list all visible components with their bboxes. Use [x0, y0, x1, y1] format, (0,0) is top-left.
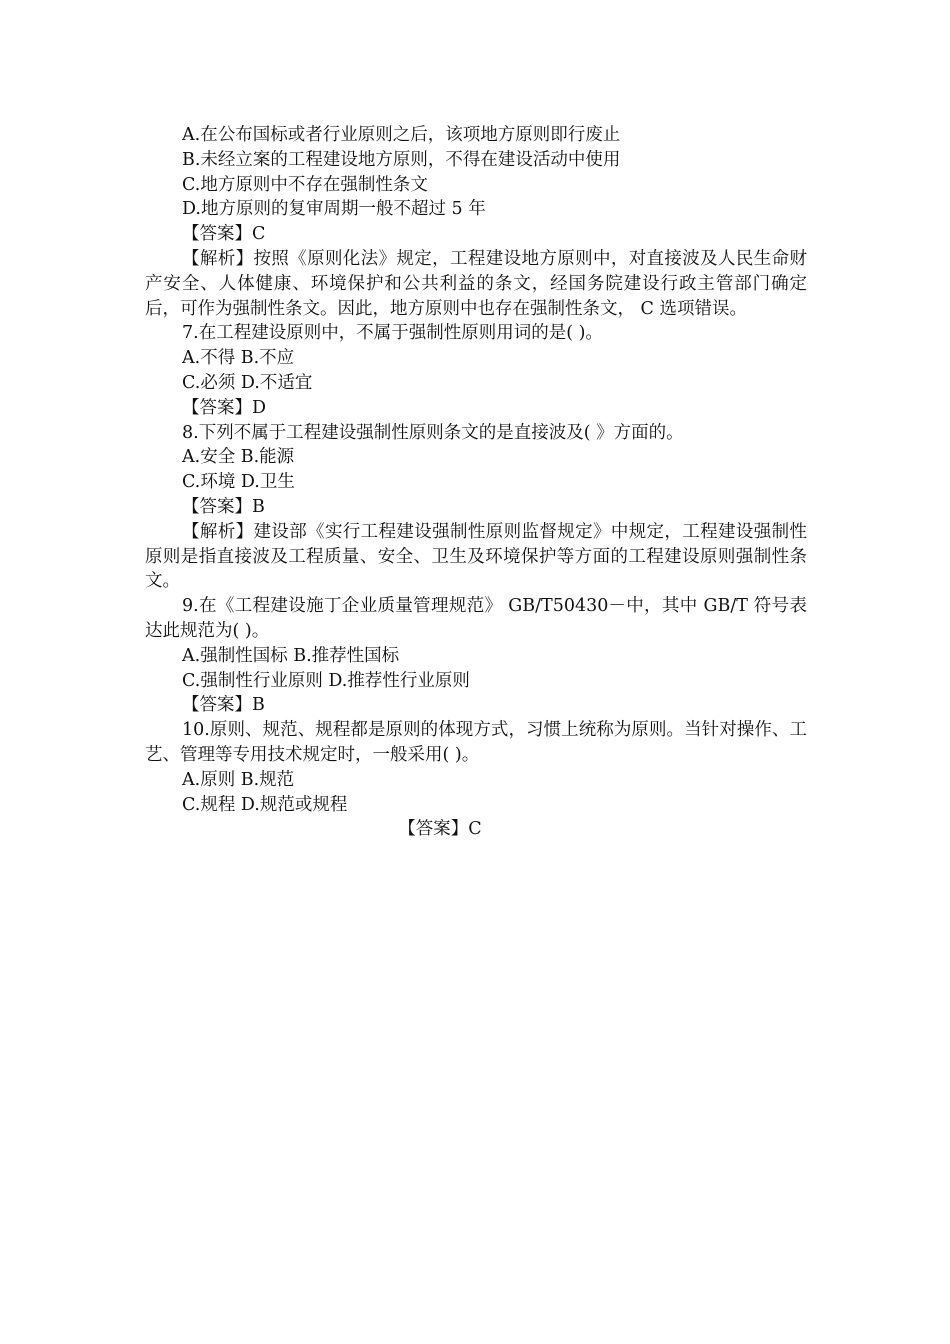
analysis-8: 【解析】建设部《实行工程建设强制性原则监督规定》中规定，工程建设强制性原则是指直接波及工程质量、安全、卫生及环境保护等方面的工程建设原则强制性条文。 — [145, 521, 807, 592]
question-9-options-ab: A.强制性国标 B.推荐性国标 — [182, 645, 400, 666]
question-9-options-cd: C.强制性行业原则 D.推荐性行业原则 — [182, 670, 470, 691]
analysis-6: 【解析】按照《原则化法》规定，工程建设地方原则中，对直接波及人民生命财产安全、人体健康、环境保护和公共利益的条文，经国务院建设行政主管部门确定后，可作为强制性条文。因此，地方原则中也存在强制性条文， C 选项错误。 — [145, 248, 807, 319]
answer-7: 【答案】D — [182, 397, 267, 418]
document-body — [145, 123, 807, 842]
answer-8: 【答案】B — [182, 496, 265, 517]
answer-6: 【答案】C — [182, 224, 266, 245]
question-7-options-cd: C.必须 D.不适宜 — [182, 372, 313, 393]
option-a: A.在公布国标或者行业原则之后，该项地方原则即行废止 — [182, 125, 621, 145]
question-10: 10.原则、规范、规程都是原则的体现方式，习惯上统称为原则。当针对操作、工艺、管理等专用技术规定时，一般采用( )。 — [145, 720, 807, 765]
option-c: C.地方原则中不存在强制性条文 — [182, 174, 428, 195]
question-7-options-ab: A.不得 B.不应 — [182, 348, 295, 369]
answer-9: 【答案】B — [182, 695, 265, 716]
question-8-options-ab: A.安全 B.能源 — [182, 447, 295, 468]
option-d: D.地方原则的复审周期一般不超过 5 年 — [182, 199, 486, 220]
question-8-options-cd: C.环境 D.卫生 — [182, 472, 295, 493]
option-b: B.未经立案的工程建设地方原则，不得在建设活动中使用 — [182, 149, 621, 170]
question-7: 7.在工程建设原则中，不属于强制性原则用词的是( )。 — [182, 323, 603, 344]
question-8: 8.下列不属于工程建设强制性原则条文的是直接波及( 》方面的。 — [182, 422, 684, 443]
question-10-options-cd: C.规程 D.规范或规程 — [182, 794, 348, 815]
answer-10: 【答案】C — [398, 819, 482, 840]
question-10-options-ab: A.原则 B.规范 — [182, 769, 295, 790]
question-9: 9.在《工程建设施丁企业质量管理规范》 GB/T50430－中，其中 GB/T 符号表达此规范为( )。 — [145, 596, 807, 641]
